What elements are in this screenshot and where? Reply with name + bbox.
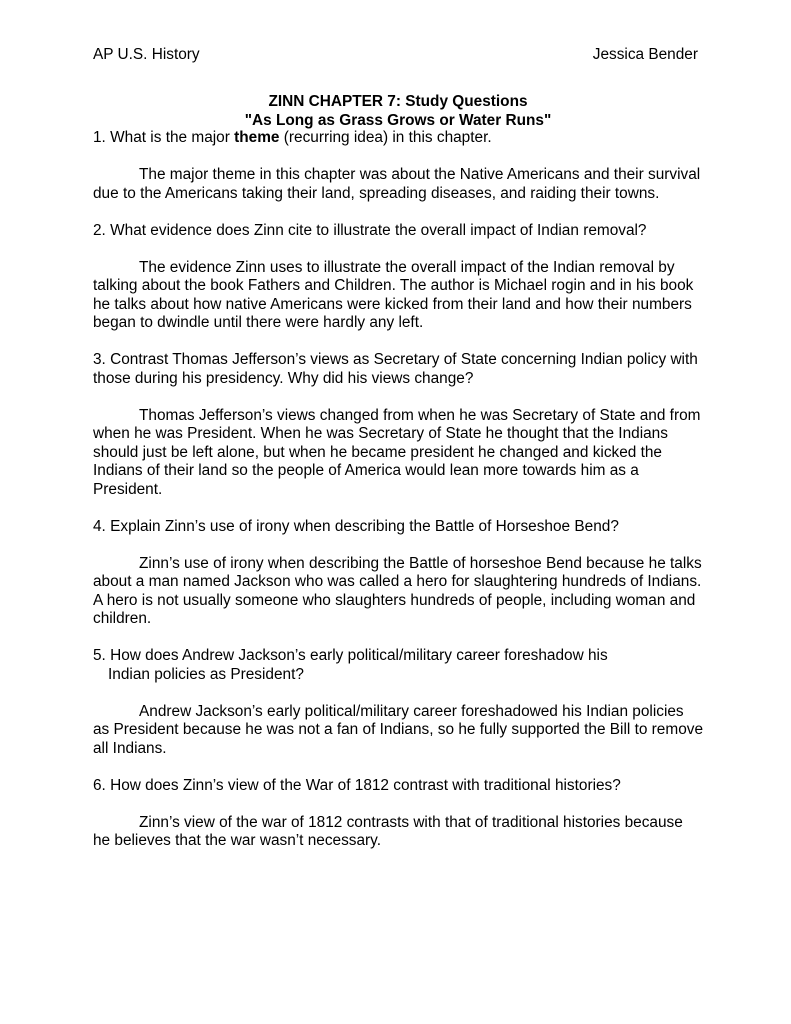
- course-name: AP U.S. History: [93, 46, 200, 63]
- question-4: 4. Explain Zinn’s use of irony when describing the Battle of Horseshoe Bend?: [93, 517, 619, 535]
- question-1: [93, 129, 703, 148]
- answer-4: Zinn’s use of irony when describing the Battle of horseshoe Bend because he talks about a man named Jackson who was called a hero for slaughtering hundreds of Indians. A hero is not usually someone who slaughters hundreds of people, including woman and children.: [93, 554, 702, 627]
- answer-5: Andrew Jackson’s early political/military career foreshadowed his Indian policies as President because he was not a fan of Indians, so he fully supported the Bill to remove all Indians.: [93, 702, 704, 757]
- answer-2: The evidence Zinn uses to illustrate the overall impact of the Indian removal by talking about the book Fathers and Children. The author is Michael rogin and in his book he talks about how native Americans were kicked from their land and how their numbers began to dwindle until there were hardly any left.: [93, 258, 694, 331]
- question-6: 6. How does Zinn’s view of the War of 1812 contrast with traditional histories?: [93, 776, 621, 794]
- page-header: [93, 46, 703, 66]
- question-3: 3. Contrast Thomas Jefferson’s views as Secretary of State concerning Indian policy with those during his presidency. Why did his views change?: [93, 351, 698, 387]
- question-1-text-start: 1. What is the major: [93, 129, 235, 146]
- author-name: Jessica Bender: [592, 46, 698, 63]
- answer-3: Thomas Jefferson’s views changed from when he was Secretary of State and from when he was President. When he was Secretary of State he thought that the Indians should just be left alone, but when he became president he changed and kicked the Indians of their land so the people of America would lean more towards him as a President.: [93, 406, 701, 498]
- title-line-2: "As Long as Grass Grows or Water Runs": [244, 111, 552, 129]
- question-1-text-end: (recurring idea) in this chapter.: [279, 129, 492, 146]
- document-title: [93, 93, 703, 130]
- question-2: 2. What evidence does Zinn cite to illustrate the overall impact of Indian removal?: [93, 221, 647, 239]
- answer-1: The major theme in this chapter was about the Native Americans and their survival due to the Americans taking their land, spreading diseases, and raiding their towns.: [93, 166, 701, 202]
- question-5-line-1: 5. How does Andrew Jackson’s early political/military career foreshadow his: [93, 647, 608, 664]
- question-5: [93, 647, 703, 684]
- title-line-1: ZINN CHAPTER 7: Study Questions: [268, 93, 528, 110]
- question-1-emphasis: theme: [234, 129, 280, 146]
- answer-6: Zinn’s view of the war of 1812 contrasts with that of traditional histories because he believes that the war wasn’t necessary.: [93, 813, 683, 849]
- study-questions: [93, 129, 703, 869]
- question-5-line-2: Indian policies as President?: [108, 665, 304, 683]
